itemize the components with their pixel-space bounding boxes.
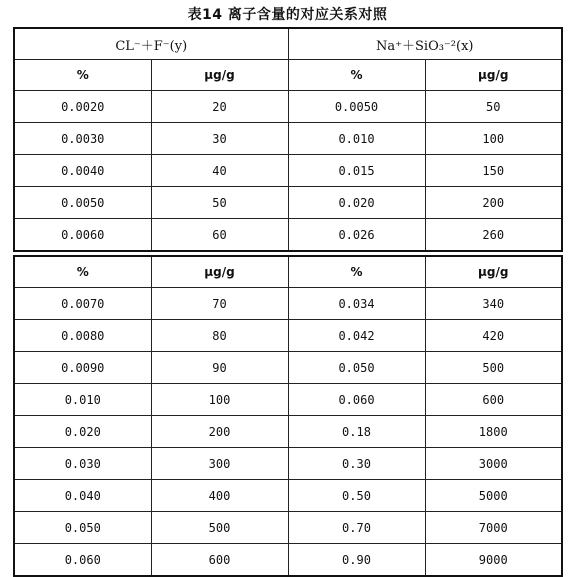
table-cell: 260 <box>425 219 562 252</box>
table-row <box>14 544 562 577</box>
table-cell: 0.0060 <box>14 219 151 252</box>
table-row <box>14 512 562 544</box>
table-cell: 0.70 <box>288 512 425 544</box>
table-row <box>14 187 562 219</box>
table-row <box>14 91 562 123</box>
table-row <box>14 320 562 352</box>
unit-header: % <box>288 256 425 288</box>
table-row <box>14 416 562 448</box>
table-cell: 0.0050 <box>288 91 425 123</box>
table-cell: 0.026 <box>288 219 425 252</box>
table-row <box>14 155 562 187</box>
table-cell: 40 <box>151 155 288 187</box>
table-cell: 0.050 <box>288 352 425 384</box>
table-row <box>14 288 562 320</box>
table-row <box>14 480 562 512</box>
table-cell: 0.0080 <box>14 320 151 352</box>
table-cell: 300 <box>151 448 288 480</box>
table-cell: 20 <box>151 91 288 123</box>
table-cell: 0.034 <box>288 288 425 320</box>
unit-header: μg/g <box>425 60 562 91</box>
table-cell: 0.060 <box>14 544 151 577</box>
table-cell: 340 <box>425 288 562 320</box>
table-cell: 0.010 <box>288 123 425 155</box>
table-cell: 150 <box>425 155 562 187</box>
ion-table-top <box>13 27 563 252</box>
unit-header-row <box>14 256 562 288</box>
unit-header: μg/g <box>425 256 562 288</box>
table-cell: 0.010 <box>14 384 151 416</box>
table-cell: 50 <box>151 187 288 219</box>
table-cell: 600 <box>151 544 288 577</box>
table-cell: 90 <box>151 352 288 384</box>
table-cell: 0.0070 <box>14 288 151 320</box>
table-row <box>14 448 562 480</box>
unit-header: % <box>288 60 425 91</box>
group-header-na-sio3: Na⁺＋SiO₃⁻²(x) <box>288 28 562 60</box>
table-row <box>14 352 562 384</box>
table-row <box>14 123 562 155</box>
table-cell: 0.18 <box>288 416 425 448</box>
unit-header: % <box>14 256 151 288</box>
table-cell: 0.0020 <box>14 91 151 123</box>
table-cell: 0.0050 <box>14 187 151 219</box>
table-title: 表14 离子含量的对应关系对照 <box>187 7 388 23</box>
table-cell: 0.0040 <box>14 155 151 187</box>
table-row <box>14 219 562 252</box>
table-cell: 1800 <box>425 416 562 448</box>
table-cell: 0.042 <box>288 320 425 352</box>
table-cell: 200 <box>425 187 562 219</box>
table-cell: 200 <box>151 416 288 448</box>
table-cell: 80 <box>151 320 288 352</box>
table-cell: 0.015 <box>288 155 425 187</box>
table-cell: 7000 <box>425 512 562 544</box>
table-cell: 50 <box>425 91 562 123</box>
table-cell: 5000 <box>425 480 562 512</box>
table-cell: 0.30 <box>288 448 425 480</box>
group-header-row <box>14 28 562 60</box>
table-cell: 100 <box>151 384 288 416</box>
table-cell: 600 <box>425 384 562 416</box>
table-cell: 60 <box>151 219 288 252</box>
table-cell: 0.020 <box>14 416 151 448</box>
table-cell: 0.0090 <box>14 352 151 384</box>
table-cell: 100 <box>425 123 562 155</box>
table-cell: 0.020 <box>288 187 425 219</box>
table-cell: 3000 <box>425 448 562 480</box>
table-cell: 0.040 <box>14 480 151 512</box>
table-cell: 0.050 <box>14 512 151 544</box>
table-cell: 500 <box>425 352 562 384</box>
table-cell: 0.060 <box>288 384 425 416</box>
table-cell: 0.030 <box>14 448 151 480</box>
table-cell: 500 <box>151 512 288 544</box>
table-cell: 9000 <box>425 544 562 577</box>
ion-table-bottom <box>13 255 563 577</box>
table-cell: 0.50 <box>288 480 425 512</box>
table-cell: 0.90 <box>288 544 425 577</box>
table-cell: 400 <box>151 480 288 512</box>
table-row <box>14 384 562 416</box>
table-cell: 70 <box>151 288 288 320</box>
table-cell: 420 <box>425 320 562 352</box>
group-header-cl-f: CL⁻＋F⁻(y) <box>14 28 288 60</box>
unit-header-row <box>14 60 562 91</box>
table-cell: 30 <box>151 123 288 155</box>
unit-header: % <box>14 60 151 91</box>
unit-header: μg/g <box>151 60 288 91</box>
unit-header: μg/g <box>151 256 288 288</box>
table-cell: 0.0030 <box>14 123 151 155</box>
